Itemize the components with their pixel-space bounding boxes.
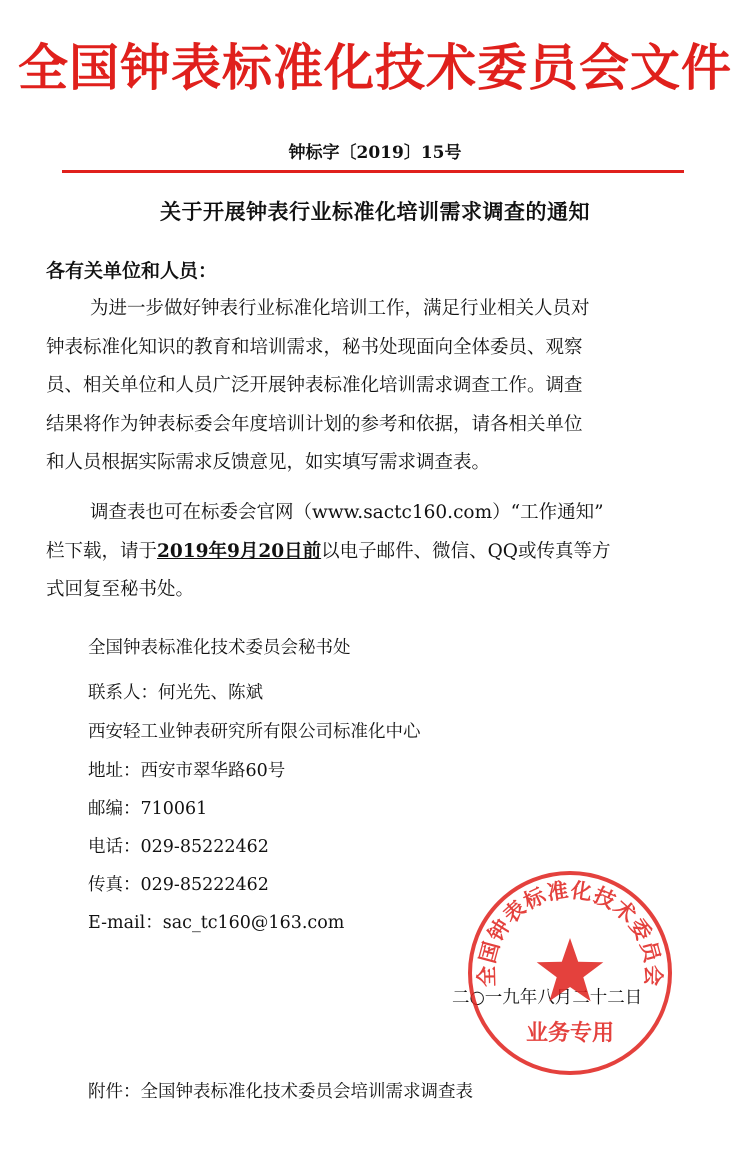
paragraph-line [46,533,686,572]
document-header-title: 全国钟表标准化技术委员会文件 [18,38,732,97]
seal-arc-text: 全国钟表标准化技术委员会 [474,878,666,988]
institution-name: 西安轻工业钟表研究所有限公司标准化中心 [88,722,421,742]
deadline-suffix: 以电子邮件、微信、QQ或传真等方 [321,540,611,562]
paragraph-line: 结果将作为钟表标委会年度培训计划的参考和依据，请各相关单位 [46,413,583,435]
paragraph-line: 员、相关单位和人员广泛开展钟表标准化培训需求调查工作。调查 [46,375,583,397]
postcode: 邮编：710061 [88,799,208,819]
attachment-line: 附件：全国钟表标准化技术委员会培训需求调查表 [88,1082,473,1102]
phone: 电话：029-85222462 [88,837,269,857]
secretariat-name: 全国钟表标准化技术委员会秘书处 [88,638,351,658]
deadline-date: 2019年9月20日前 [157,540,322,562]
paragraph-line: 钟表标准化知识的教育和培训需求，秘书处现面向全体委员、观察 [46,336,583,358]
body-paragraph-1 [46,290,686,483]
document-number: 钟标字〔2019〕15号 [288,143,462,163]
fax: 传真：029-85222462 [88,875,269,895]
paragraph-line: 和人员根据实际需求反馈意见，如实填写需求调查表。 [46,452,491,474]
official-seal [465,868,675,1078]
header-red-divider [62,170,684,173]
issue-date: 二○一九年八月二十二日 [452,988,643,1008]
paragraph-line: 为进一步做好钟表行业标准化培训工作，满足行业相关人员对 [90,298,590,319]
address: 地址：西安市翠华路60号 [88,761,286,781]
star-icon [537,938,604,1001]
paragraph-line: 调查表也可在标委会官网（www.sactc160.com）“工作通知” [90,502,604,523]
contact-persons: 联系人：何光先、陈斌 [88,683,263,703]
seal-bottom-text: 业务专用 [525,1021,615,1046]
deadline-prefix: 栏下载，请于 [46,540,158,562]
body-paragraph-2 [46,494,686,610]
paragraph-line: 式回复至秘书处。 [46,579,195,601]
email: E-mail：sac_tc160@163.com [88,913,345,933]
notice-title: 关于开展钟表行业标准化培训需求调查的通知 [160,199,590,224]
salutation: 各有关单位和人员： [46,260,218,282]
